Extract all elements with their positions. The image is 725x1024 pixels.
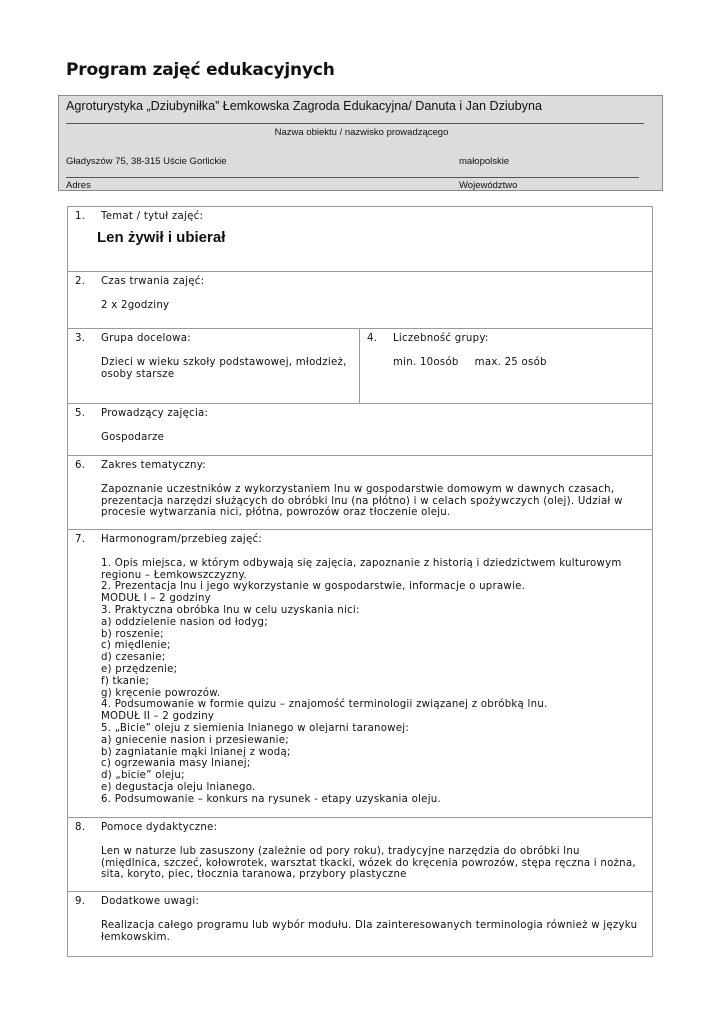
section-duration	[68, 272, 653, 329]
facility-name: Agroturystyka „Dziubyniłka” Łemkowska Zagroda Edukacyjna/ Danuta i Jan Dziubyna	[66, 99, 542, 113]
section-label: Pomoce dydaktyczne:	[101, 822, 218, 833]
section-aids	[68, 818, 653, 892]
section-label: Harmonogram/przebieg zajęć:	[101, 534, 263, 545]
facility-caption: Nazwa obiektu / nazwisko prowadzącego	[274, 127, 449, 138]
leader-value: Gospodarze	[101, 431, 165, 443]
facility-underline	[66, 123, 644, 124]
section-label: Grupa docelowa:	[101, 333, 191, 344]
section-label: Czas trwania zajęć:	[101, 276, 205, 287]
section-label: Zakres tematyczny:	[101, 460, 206, 471]
section-number: 4.	[367, 333, 378, 344]
section-label: Prowadzący zajęcia:	[101, 408, 209, 419]
duration-value: 2 x 2godziny	[101, 299, 170, 311]
section-number: 7.	[75, 534, 86, 545]
section-number: 5.	[75, 408, 86, 419]
group-max: max. 25 osób	[474, 356, 547, 368]
schedule-steps: 1. Opis miejsca, w którym odbywają się zajęcia, zapoznanie z historią i dziedzictwem kulturowym regionu – Łemkowszczyzny. 2. Prezentacja lnu i jego wykorzystanie w gospodarstwie, informacje o uprawie. MODUŁ I – 2 godziny 3. Praktyczna obróbka lnu w celu uzyskania nici: a) oddzielenie nasion od łodyg; b) roszenie; c) międlenie; d) czesanie; e) przędzenie; f) tkanie; g) kręcenie powrozów. 4. Podsumowanie w formie quizu – znajomość terminologii związanej z obróbką lnu. MODUŁ II – 2 godziny 5. „Bicie” oleju z siemienia lnianego w olejarni taranowej: a) gniecenie nasion i przesiewanie; b) zagniatanie mąki lnianej z wodą; c) ogrzewania masy lnianej; d) „bicie” oleju; e) degustacja oleju lnianego. 6. Podsumowanie – konkurs na rysunek - etapy uzyskania oleju.	[101, 557, 622, 805]
facility-info-box	[58, 95, 663, 191]
section-label: Liczebność grupy:	[393, 333, 489, 344]
section-number: 9.	[75, 896, 86, 907]
section-target-and-size	[68, 329, 653, 404]
address-caption: Adres	[66, 180, 91, 191]
section-scope	[68, 456, 653, 530]
voivodeship-value: małopolskie	[459, 156, 510, 167]
address-underline	[66, 177, 639, 178]
group-min: min. 10osób	[393, 356, 459, 368]
target-group-value: Dzieci w wieku szkoły podstawowej, młodzież, osoby starsze	[101, 356, 347, 380]
aids-value: Len w naturze lub zasuszony (zależnie od pory roku), tradycyjne narzędzia do obróbki lnu (międlnica, szczeć, kołowrotek, warsztat tkacki, wózek do kręcenia powrozów, stępa ręczna i nożna, sita, koryto, piec, tłocznia taranowa, przybory plastyczne	[101, 845, 636, 881]
scope-value: Zapoznanie uczestników z wykorzystaniem lnu w gospodarstwie domowym w dawnych czasach, prezentacja narzędzi służących do obróbki lnu (na płótno) i w celach spożywczych (olej). Udział w procesie wytwarzania nici, płótna, powrozów oraz tłoczenie oleju.	[101, 483, 623, 519]
page-title: Program zajęć edukacyjnych	[66, 60, 335, 80]
topic-title: Len żywił i ubierał	[97, 228, 226, 246]
section-leader	[68, 404, 653, 456]
section-number: 6.	[75, 460, 86, 471]
section-number: 8.	[75, 822, 86, 833]
address-value: Gładyszów 75, 38-315 Uście Gorlickie	[66, 156, 227, 167]
section-topic	[68, 207, 653, 272]
section-number: 1.	[75, 211, 86, 222]
remarks-value: Realizacja całego programu lub wybór modułu. Dla zainteresowanych terminologia również w języku łemkowskim.	[101, 919, 638, 943]
section-label: Temat / tytuł zajęć:	[101, 211, 204, 222]
section-number: 2.	[75, 276, 86, 287]
section-schedule	[68, 530, 653, 818]
section-number: 3.	[75, 333, 86, 344]
section-label: Dodatkowe uwagi:	[101, 896, 200, 907]
voivodeship-caption: Województwo	[459, 180, 518, 191]
program-table	[67, 206, 653, 957]
section-remarks	[68, 892, 653, 957]
